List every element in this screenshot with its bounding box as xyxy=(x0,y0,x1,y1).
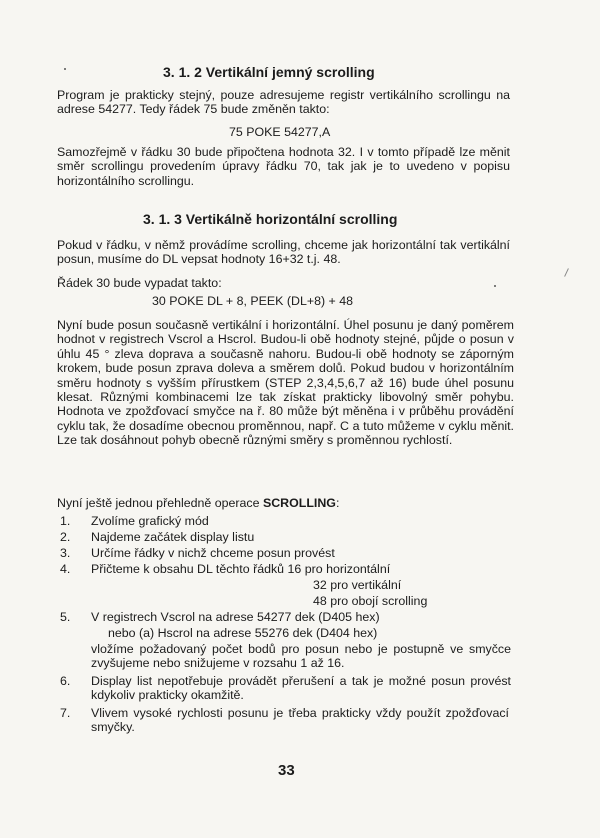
list-item-continuation: 32 pro vertikální xyxy=(313,578,402,592)
list-item-number: 3. xyxy=(60,546,71,560)
summary-intro: Nyní ještě jednou přehledně operace SCROLLING: xyxy=(57,496,340,510)
section-312-paragraph-2: Samozřejmě v řádku 30 bude připočtena hodnota 32. I v tomto případě lze měnit směr scrollingu provedením úpravy řádku 70, tak jak je to uvedeno v popisu horizontálního scrollingu. xyxy=(57,145,510,188)
section-313-code: 30 POKE DL + 8, PEEK (DL+8) + 48 xyxy=(152,294,353,308)
section-312-code: 75 POKE 54277,A xyxy=(229,125,331,139)
section-313-paragraph-1: Pokud v řádku, v němž provádíme scrolling, chceme jak horizontální tak vertikální posun, musíme do DL vepsat hodnoty 16+32 t.j. 48. xyxy=(57,238,510,267)
list-item-text: Vlivem vysoké rychlosti posunu je třeba prakticky vždy použít zpožďovací smyčky. xyxy=(91,706,509,735)
list-item-number: 1. xyxy=(60,514,71,528)
list-item-continuation: nebo (a) Hscrol na adrese 55276 dek (D404 hex) xyxy=(108,626,378,640)
list-item-number: 4. xyxy=(60,562,71,576)
section-312-paragraph-1: Program je prakticky stejný, pouze adresujeme registr vertikálního scrollingu na adrese 54277. Tedy řádek 75 bude změněn takto: xyxy=(57,88,510,117)
list-item-continuation: vložíme požadovaný počet bodů pro posun nebo je postupně ve smyčce zvyšujeme nebo snižujeme v rozsahu 1 až 16. xyxy=(91,642,511,671)
pen-mark xyxy=(564,268,569,277)
list-item-text: Zvolíme grafický mód xyxy=(91,514,209,528)
section-312-heading: 3. 1. 2 Vertikální jemný scrolling xyxy=(163,64,375,80)
list-item-text: Najdeme začátek display listu xyxy=(91,530,255,544)
list-item-text: Určíme řádky v nichž chceme posun provést xyxy=(91,546,335,560)
section-313-paragraph-1b: Řádek 30 bude vypadat takto: xyxy=(57,276,222,290)
list-item-number: 2. xyxy=(60,530,71,544)
list-item-continuation: 48 pro obojí scrolling xyxy=(313,594,428,608)
list-item-text: Display list nepotřebuje provádět přerušení a tak je možné posun provést kdykoliv prakticky okamžitě. xyxy=(91,674,511,703)
list-item-number: 6. xyxy=(60,674,71,688)
section-313-paragraph-2: Nyní bude posun současně vertikální i horizontální. Úhel posunu je daný poměrem hodnot v registrech Vscrol a Hscrol. Budou-li obě hodnoty stejné, půjde o posun v úhlu 45 ° zleva doprava a současně nahoru. Budou-li obě hodnoty se záporným krokem, bude posun zprava doleva a směrem dolů. Pokud budou v horizontálním směru hodnoty s vyšším přírustkem (STEP 2,3,4,5,6,7 až 16) bude úhel posunu klesat. Různými kombinacemi lze tak získat prakticky libovolný směr pohybu. Hodnota ve zpožďovací smyčce na ř. 80 může být měněna i v průběhu provádění cyklu tak, že dosadíme obecnou proměnnou, např. C a tuto můžeme v cyklu měnit. Lze tak dosáhnout pohyb obecně různými směry s proměnnou rychlostí. xyxy=(57,318,514,448)
section-313-heading: 3. 1. 3 Vertikálně horizontální scrolling xyxy=(143,211,398,227)
page-number: 33 xyxy=(278,762,295,779)
list-item-text: V registrech Vscrol na adrese 54277 dek (D405 hex) xyxy=(91,610,380,624)
speck xyxy=(494,285,496,287)
list-item-text: Přičteme k obsahu DL těchto řádků 16 pro horizontální xyxy=(91,562,391,576)
list-item-number: 7. xyxy=(60,706,71,720)
list-item-number: 5. xyxy=(60,610,71,624)
speck xyxy=(64,68,66,70)
